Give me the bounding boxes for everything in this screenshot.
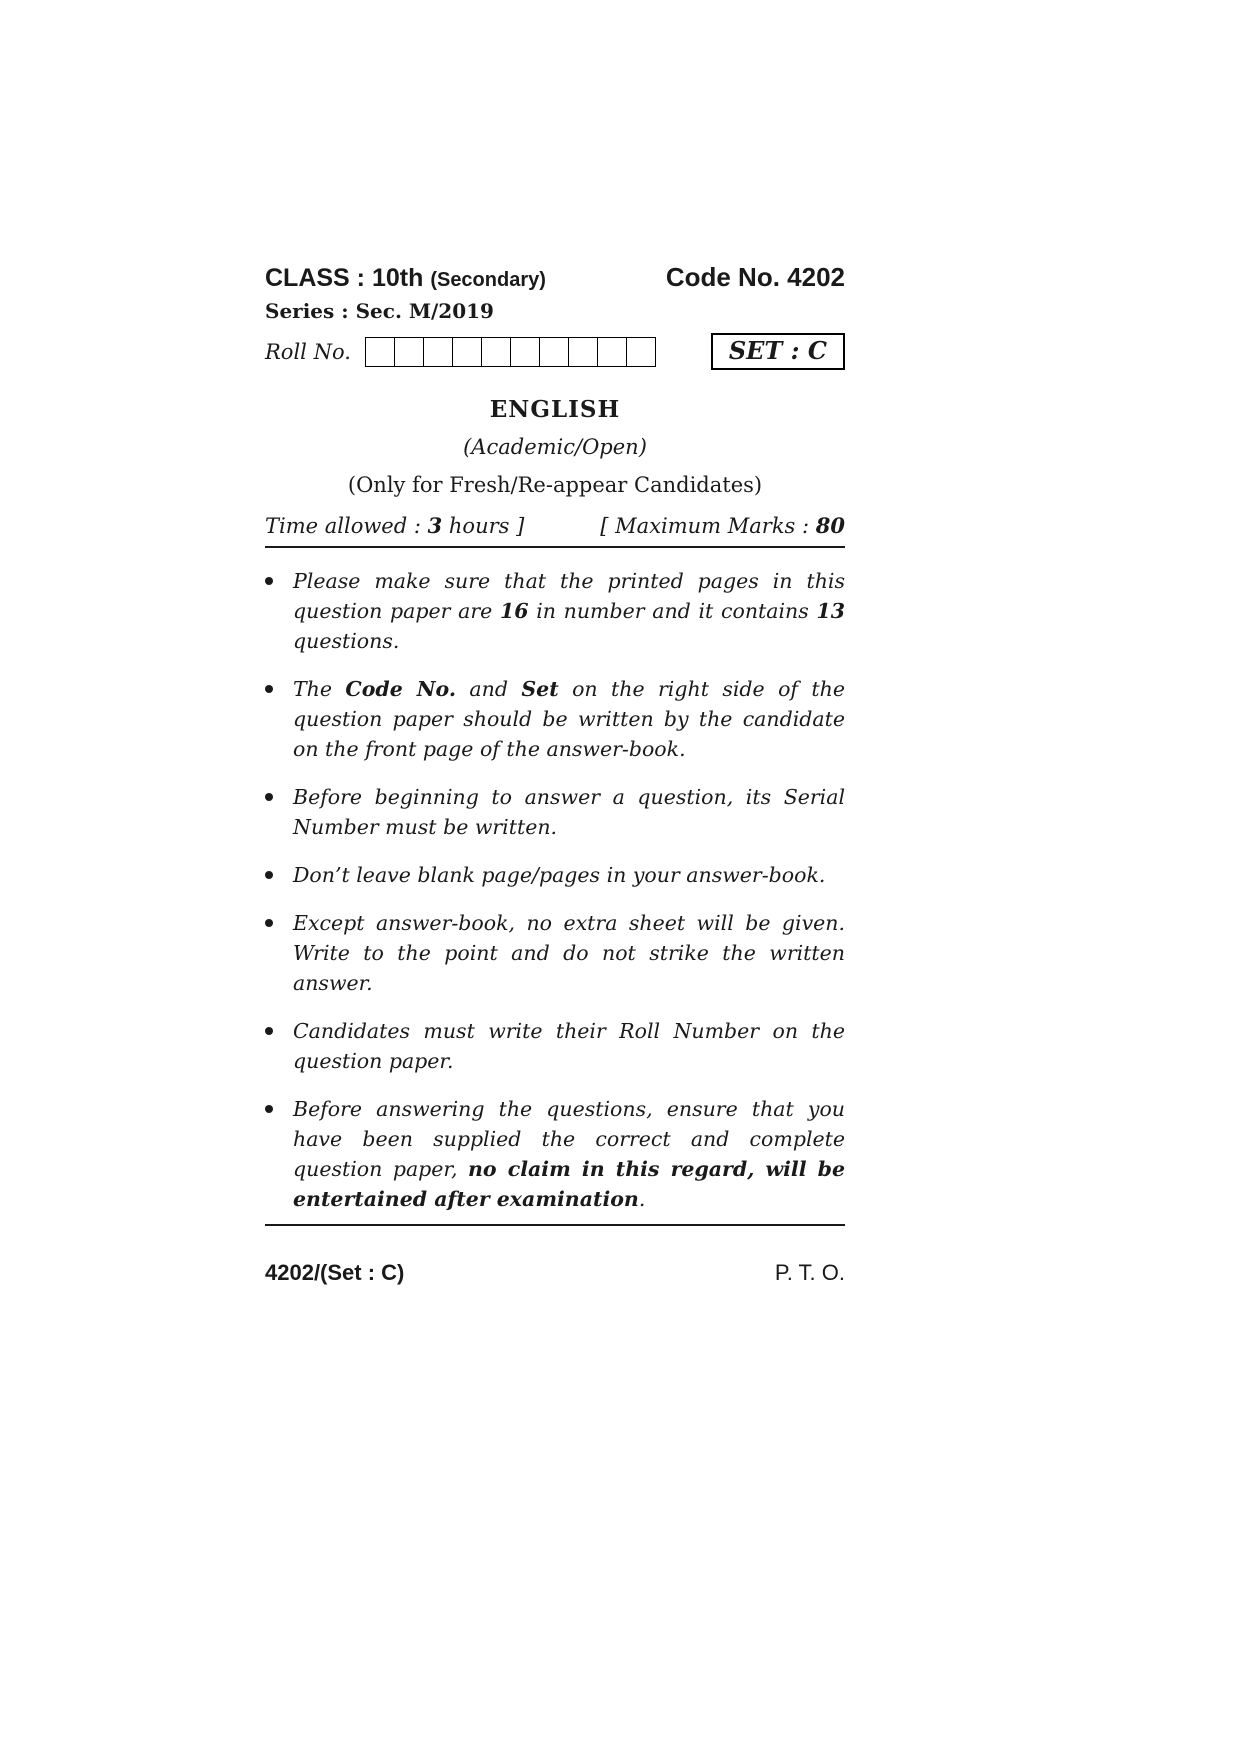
instruction-text: Candidates must write their Roll Number on the question paper. [293,1019,845,1073]
bullet-icon [265,577,273,585]
time-allowed [265,513,524,538]
set-badge: SET : C [711,333,845,370]
roll-number-cell [394,337,424,367]
instruction-item [265,860,845,890]
maximum-marks [600,513,845,538]
roll-number-cell [452,337,482,367]
class-label: CLASS : 10th [265,264,424,292]
instruction-text: Please make sure that the printed pages in this question paper are 16 in number and it contains 13 questions. [293,569,845,653]
instruction-item [265,674,845,764]
subject-title: ENGLISH [489,396,621,423]
series-line: Series : Sec. M/2019 [265,299,494,323]
roll-number-cell [481,337,511,367]
bullet-icon [265,1105,273,1113]
time-allowed-prefix: Time allowed : [265,514,428,538]
instruction-text: Except answer-book, no extra sheet will be given. Write to the point and do not strike the written answer. [293,911,845,995]
time-allowed-suffix: hours ] [442,514,525,538]
instruction-text: The Code No. and Set on the right side of the question paper should be written by the candidate on the front page of the answer-book. [293,677,845,761]
maximum-marks-value: 80 [815,513,845,538]
time-allowed-value: 3 [427,513,443,538]
roll-number-boxes [365,337,656,367]
bullet-icon [265,871,273,879]
instruction-text: Before beginning to answer a question, its Serial Number must be written. [293,785,845,839]
class-line [265,264,546,293]
footer-code-set: 4202/(Set : C) [265,1260,405,1285]
footer-pto: P. T. O. [774,1260,845,1285]
roll-number-cell [510,337,540,367]
instruction-text: Before answering the questions, ensure that you have been supplied the correct and complete question paper, no claim in this regard, will be entertained after examination. [293,1097,845,1211]
class-secondary: (Secondary) [430,269,546,291]
instruction-item [265,908,845,998]
roll-number-cell [539,337,569,367]
bottom-divider [265,1224,845,1226]
stream-line: (Academic/Open) [463,435,647,459]
instruction-item [265,1094,845,1214]
header-row [265,262,845,293]
bullet-icon [265,793,273,801]
time-marks-row [265,513,845,548]
instruction-text: Don’t leave blank page/pages in your answer-book. [293,863,826,887]
instruction-item [265,566,845,656]
roll-number-cell [365,337,395,367]
roll-number-row [265,333,845,370]
footer-row [265,1260,845,1286]
instruction-item [265,1016,845,1076]
code-number: Code No. 4202 [665,262,845,292]
instruction-item [265,782,845,842]
instructions-list [265,566,845,1214]
roll-number-cell [423,337,453,367]
bullet-icon [265,685,273,693]
maximum-marks-prefix: [ Maximum Marks : [600,514,816,538]
roll-no-label: Roll No. [265,339,351,364]
question-paper-cover [265,262,845,1286]
roll-number-cell [568,337,598,367]
roll-number-cell [597,337,627,367]
roll-number-cell [626,337,656,367]
eligibility-line: (Only for Fresh/Re-appear Candidates) [347,473,763,497]
bullet-icon [265,1027,273,1035]
bullet-icon [265,919,273,927]
